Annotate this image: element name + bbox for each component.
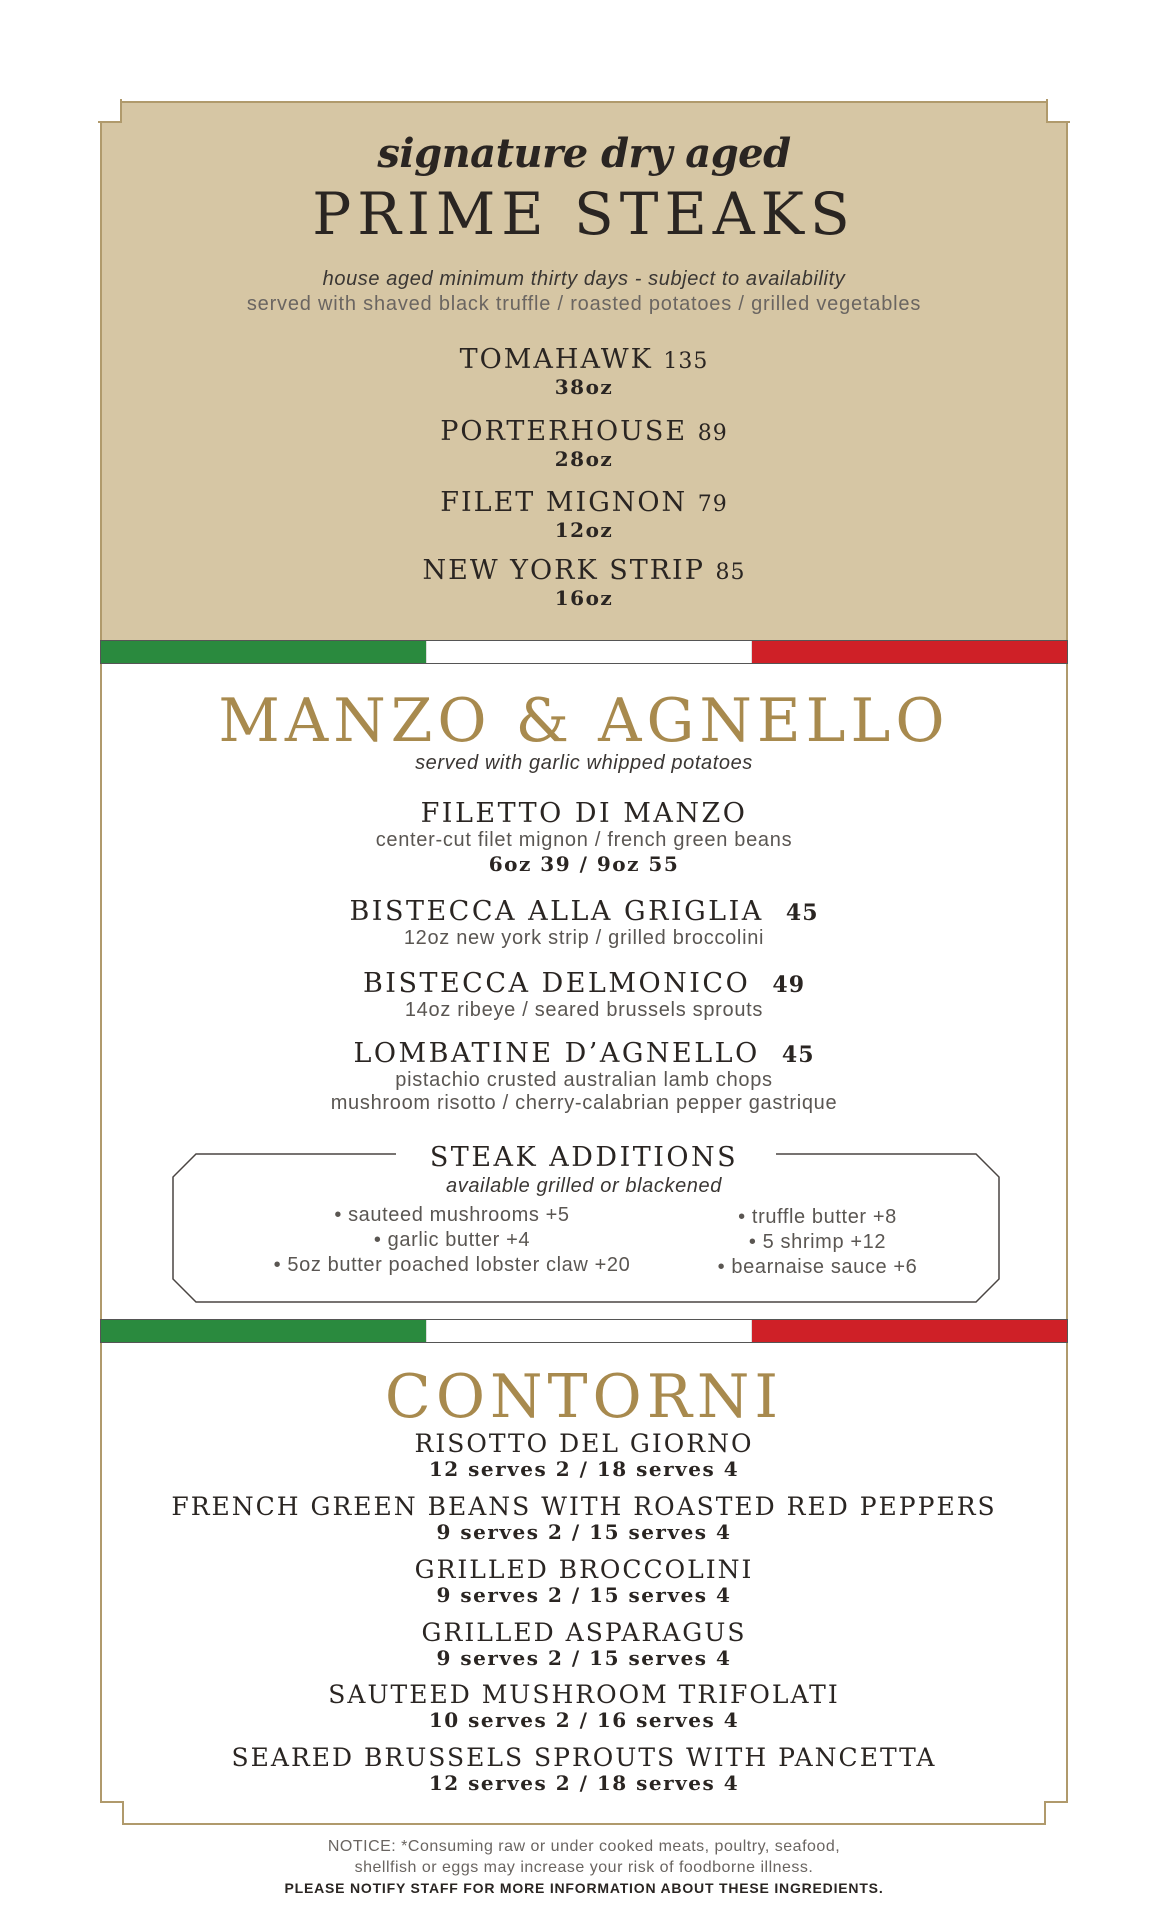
frame-corner-notch	[1046, 99, 1070, 123]
additions-list-right	[700, 1205, 935, 1280]
additions-title: STEAK ADDITIONS	[429, 1142, 739, 1173]
addition-item: • sauteed mushrooms +5	[334, 1204, 570, 1226]
steak-size: 38oz	[554, 375, 614, 399]
item-price: 45	[781, 1042, 815, 1068]
steak-size: 16oz	[554, 586, 614, 610]
item-desc: 14oz ribeye / seared brussels sprouts	[404, 999, 764, 1021]
steaks-title: PRIME STEAKS	[312, 180, 856, 248]
manzo-item	[100, 1038, 1068, 1115]
item-desc-line2: mushroom risotto / cherry-calabrian pepper gastrique	[330, 1092, 838, 1114]
addition-item: • truffle butter +8	[738, 1206, 897, 1228]
flag-red	[752, 641, 1067, 663]
contorni-name: SAUTEED MUSHROOM TRIFOLATI	[328, 1680, 840, 1709]
item-price: 49	[772, 972, 806, 998]
contorni-name: RISOTTO DEL GIORNO	[414, 1429, 754, 1458]
addition-item: • 5 shrimp +12	[748, 1231, 887, 1253]
addition-item: • garlic butter +4	[373, 1229, 531, 1251]
additions-note: available grilled or blackened	[446, 1175, 722, 1197]
flag-red	[752, 1320, 1067, 1342]
steak-item	[100, 344, 1068, 399]
notice-line: NOTICE: *Consuming raw or under cooked meats, poultry, seafood,	[327, 1838, 841, 1855]
steaks-sides-note: served with shaved black truffle / roasted potatoes / grilled vegetables	[246, 293, 922, 315]
contorni-price: 9 serves 2 / 15 serves 4	[436, 1520, 732, 1544]
item-name: FILETTO DI MANZO	[420, 798, 748, 829]
contorni-price: 12 serves 2 / 18 serves 4	[428, 1771, 740, 1795]
steak-price: 79	[697, 492, 728, 517]
frame-corner-notch	[98, 99, 122, 123]
flag-green	[101, 641, 426, 663]
contorni-item	[100, 1493, 1068, 1543]
contorni-price: 10 serves 2 / 16 serves 4	[428, 1708, 740, 1732]
item-desc: 12oz new york strip / grilled broccolini	[403, 927, 765, 949]
steaks-note: house aged minimum thirty days - subject to availability	[322, 268, 846, 290]
frame-corner-notch	[1044, 1801, 1068, 1825]
contorni-item	[100, 1681, 1068, 1731]
steak-item	[100, 555, 1068, 610]
item-name: BISTECCA DELMONICO	[362, 968, 751, 999]
contorni-name: GRILLED ASPARAGUS	[421, 1618, 747, 1647]
steak-name: TOMAHAWK	[459, 344, 653, 375]
contorni-name: GRILLED BROCCOLINI	[414, 1555, 754, 1584]
contorni-title: CONTORNI	[384, 1362, 784, 1432]
steak-name: PORTERHOUSE	[440, 416, 688, 447]
manzo-title: MANZO & AGNELLO	[218, 686, 950, 756]
addition-item: • bearnaise sauce +6	[717, 1256, 918, 1278]
steaks-script-title: signature dry aged	[377, 130, 791, 177]
notice-bold-line: PLEASE NOTIFY STAFF FOR MORE INFORMATION ABOUT THESE INGREDIENTS.	[284, 1880, 884, 1896]
manzo-item	[100, 896, 1068, 950]
additions-list-left	[232, 1203, 672, 1278]
flag-white	[426, 1320, 753, 1342]
contorni-name: FRENCH GREEN BEANS WITH ROASTED RED PEPPERS	[171, 1492, 997, 1521]
contorni-price: 12 serves 2 / 18 serves 4	[428, 1457, 740, 1481]
addition-item: • 5oz butter poached lobster claw +20	[273, 1254, 631, 1276]
steak-price: 135	[663, 349, 709, 374]
frame-corner-notch	[100, 1801, 124, 1825]
contorni-name: SEARED BRUSSELS SPROUTS WITH PANCETTA	[231, 1743, 937, 1772]
steak-price: 85	[715, 560, 746, 585]
contorni-price: 9 serves 2 / 15 serves 4	[436, 1646, 732, 1670]
item-name: BISTECCA ALLA GRIGLIA	[349, 896, 764, 927]
steak-price: 89	[697, 421, 728, 446]
contorni-item	[100, 1430, 1068, 1480]
steak-name: FILET MIGNON	[440, 487, 688, 518]
manzo-item	[100, 798, 1068, 876]
contorni-item	[100, 1619, 1068, 1669]
italian-flag-stripe	[100, 640, 1068, 664]
steak-size: 28oz	[554, 447, 614, 471]
item-price-line: 6oz 39 / 9oz 55	[488, 852, 680, 876]
steak-name: NEW YORK STRIP	[422, 555, 705, 586]
steak-item	[100, 416, 1068, 471]
item-desc: pistachio crusted australian lamb chops	[395, 1069, 773, 1091]
manzo-note: served with garlic whipped potatoes	[415, 752, 753, 774]
item-name: LOMBATINE D’AGNELLO	[353, 1038, 760, 1069]
contorni-item	[100, 1744, 1068, 1794]
notice-line: shellfish or eggs may increase your risk of foodborne illness.	[354, 1859, 814, 1876]
item-desc: center-cut filet mignon / french green beans	[375, 829, 793, 851]
contorni-price: 9 serves 2 / 15 serves 4	[436, 1583, 732, 1607]
contorni-item	[100, 1556, 1068, 1606]
flag-green	[101, 1320, 426, 1342]
flag-white	[426, 641, 753, 663]
item-price: 45	[785, 900, 819, 926]
steak-size: 12oz	[554, 518, 614, 542]
manzo-item	[100, 968, 1068, 1022]
steak-item	[100, 487, 1068, 542]
italian-flag-stripe	[100, 1319, 1068, 1343]
